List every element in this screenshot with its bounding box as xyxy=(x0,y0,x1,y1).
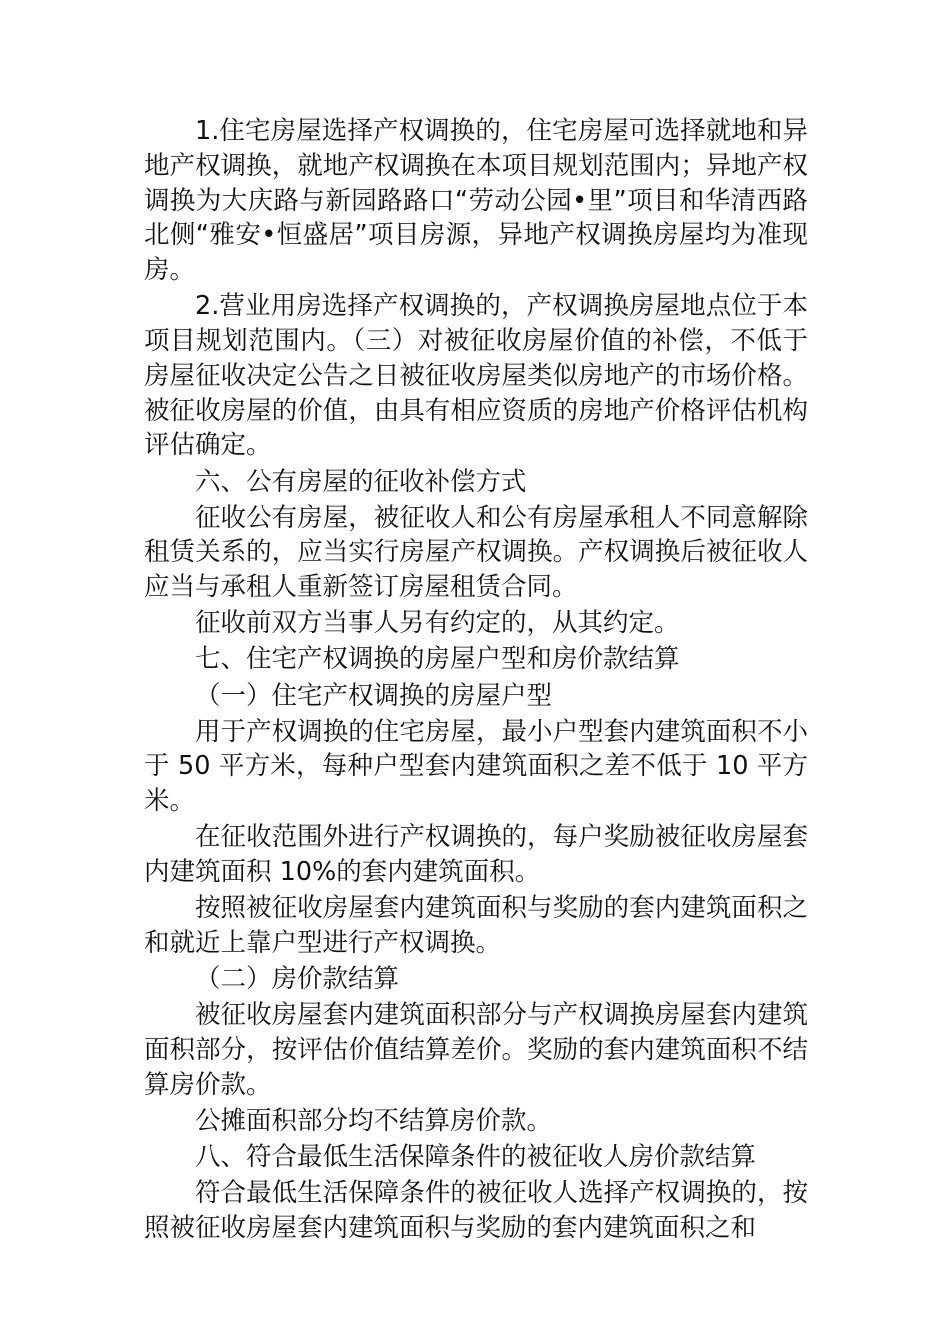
paragraph-commercial-exchange: 2.营业用房选择产权调换的，产权调换房屋地点位于本项目规划范围内。（三）对被征收房屋价值的补偿，不低于房屋征收决定公告之日被征收房屋类似房地产的市场价格。被征收房屋的价值，由具有相应资质的房地产价格评估机构评估确定。 xyxy=(144,291,808,461)
heading-section-6: 六、公有房屋的征收补偿方式 xyxy=(195,466,527,497)
paragraph-bonus-area: 在征收范围外进行产权调换的，每户奖励被征收房屋套内建筑面积 10%的套内建筑面积。 xyxy=(144,822,808,888)
heading-section-7: 七、住宅产权调换的房屋户型和房价款结算 xyxy=(195,644,680,675)
subheading-price-settlement: （二）房价款结算 xyxy=(195,964,400,995)
paragraph-nearest-type: 按照被征收房屋套内建筑面积与奖励的套内建筑面积之和就近上靠户型进行产权调换。 xyxy=(144,893,808,958)
document-body xyxy=(144,114,808,1247)
paragraph-price-difference: 被征收房屋套内建筑面积部分与产权调换房屋套内建筑面积部分，按评估价值结算差价。奖励的套内建筑面积不结算房价款。 xyxy=(144,1000,808,1100)
paragraph-public-housing: 征收公有房屋，被征收人和公有房屋承租人不同意解除租赁关系的，应当实行房屋产权调换。产权调换后被征收人应当与承租人重新签订房屋租赁合同。 xyxy=(144,502,808,603)
paragraph-prior-agreement: 征收前双方当事人另有约定的，从其约定。 xyxy=(195,608,680,639)
paragraph-residential-exchange: 1.住宅房屋选择产权调换的，住宅房屋可选择就地和异地产权调换，就地产权调换在本项目规划范围内；异地产权调换为大庆路与新园路路口“劳动公园•里”项目和华清西路北侧“雅安•恒盛居”项目房源，异地产权调换房屋均为准现房。 xyxy=(144,116,808,286)
paragraph-minimum-area: 用于产权调换的住宅房屋，最小户型套内建筑面积不小于 50 平方米，每种户型套内建筑面积之差不低于 10 平方米。 xyxy=(144,716,808,817)
paragraph-shared-area: 公摊面积部分均不结算房价款。 xyxy=(195,1105,553,1136)
heading-section-8: 八、符合最低生活保障条件的被征收人房价款结算 xyxy=(195,1141,757,1172)
paragraph-low-income: 符合最低生活保障条件的被征收人选择产权调换的，按照被征收房屋套内建筑面积与奖励的套内建筑面积之和 xyxy=(144,1178,808,1243)
subheading-house-types: （一）住宅产权调换的房屋户型 xyxy=(195,680,553,711)
